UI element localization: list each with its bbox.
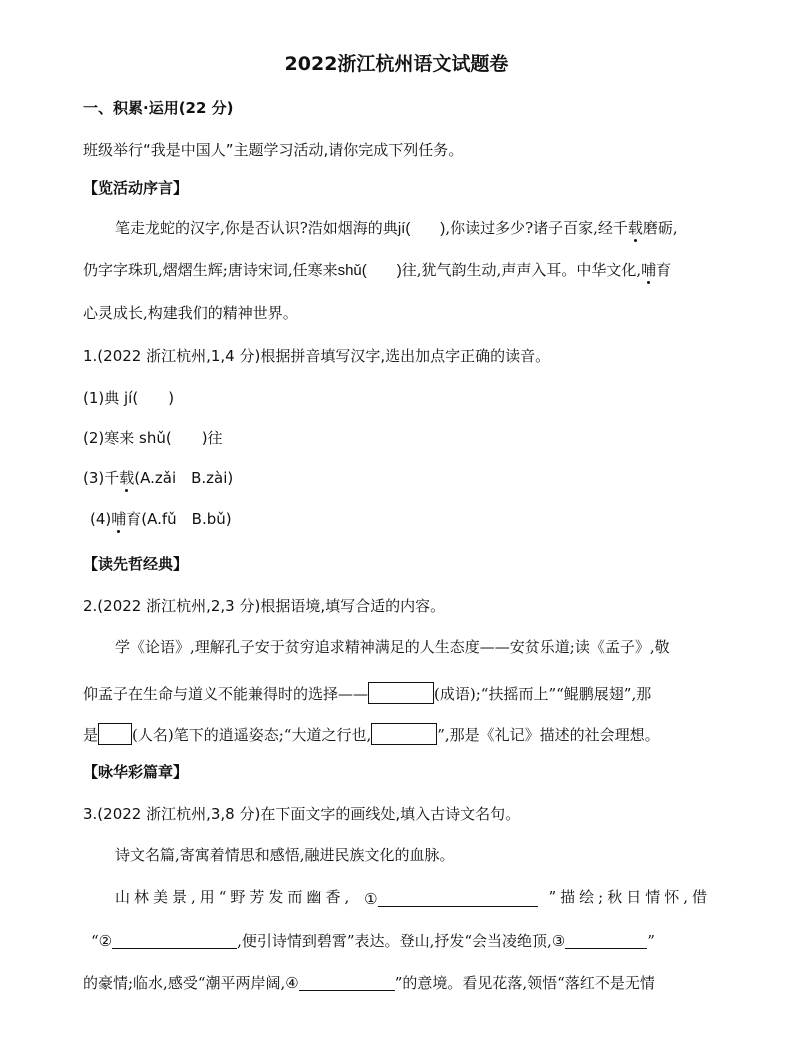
passage-line: 山林美景,用“野芳发而幽香, ① ”描绘;秋日情怀,借	[115, 888, 711, 908]
question-stem: 1.(2022 浙江杭州,1,4 分)根据拼音填写汉字,选出加点字正确的读音。	[83, 347, 551, 365]
passage-line: 的豪情;临水,感受“潮平两岸阔,④ ”的意境。看见花落,领悟“落红不是无情	[83, 974, 655, 992]
emphasis-dot-char: 载	[627, 219, 643, 237]
answer-line-1[interactable]	[378, 890, 538, 907]
block-heading-poems: 【咏华彩篇章】	[83, 763, 189, 781]
answer-line-4[interactable]	[299, 974, 395, 991]
passage-line: 学《论语》,理解孔子安于贫穷追求精神满足的人生态度——安贫乐道;读《孟子》,敬	[115, 638, 670, 656]
answer-box-name[interactable]	[98, 723, 132, 745]
passage-line: 仍字字珠玑,熠熠生辉;唐诗宋词,任寒来shǔ( )往,犹气韵生动,声声入耳。中华文化,哺育	[83, 261, 672, 279]
passage-line: 仰孟子在生命与道义不能兼得时的选择—— (成语);“扶摇而上”“鲲鹏展翅”,那	[83, 682, 651, 704]
block-heading-classics: 【读先哲经典】	[83, 555, 189, 573]
answer-box-quote[interactable]	[371, 723, 437, 745]
emphasis-dot-char: 哺	[111, 510, 127, 528]
question-stem: 2.(2022 浙江杭州,2,3 分)根据语境,填写合适的内容。	[83, 597, 446, 615]
block-heading-preface: 【览活动序言】	[83, 179, 189, 197]
answer-line-2[interactable]	[112, 932, 237, 949]
answer-box-idiom[interactable]	[368, 682, 434, 704]
emphasis-dot-char: 哺	[641, 261, 657, 279]
answer-line-3[interactable]	[565, 932, 647, 949]
page-title: 2022浙江杭州语文试题卷	[284, 53, 509, 75]
passage-line: 诗文名篇,寄寓着情思和感悟,融进民族文化的血脉。	[115, 846, 455, 864]
emphasis-dot-char: 载	[119, 469, 135, 487]
section-heading: 一、积累·运用(22 分)	[83, 99, 234, 117]
passage-line: 笔走龙蛇的汉字,你是否认识?浩如烟海的典jí( ),你读过多少?诸子百家,经千载磨砺,	[115, 219, 678, 237]
question-stem: 3.(2022 浙江杭州,3,8 分)在下面文字的画线处,填入古诗文名句。	[83, 805, 521, 823]
question-item: (2)寒来 shǔ( )往	[83, 429, 223, 447]
question-item: (4)哺育(A.fǔ B.bǔ)	[90, 510, 232, 528]
passage-line: “② ,便引诗情到碧霄”表达。登山,抒发“会当凌绝顶,③ ”	[91, 932, 655, 950]
question-item: (3)千载(A.zǎi B.zài)	[83, 469, 234, 487]
question-item: (1)典 jí( )	[83, 389, 175, 407]
passage-line: 心灵成长,构建我们的精神世界。	[83, 304, 298, 322]
section-intro: 班级举行“我是中国人”主题学习活动,请你完成下列任务。	[83, 141, 464, 159]
passage-line: 是 (人名)笔下的逍遥姿态;“大道之行也, ”,那是《礼记》描述的社会理想。	[83, 723, 660, 745]
